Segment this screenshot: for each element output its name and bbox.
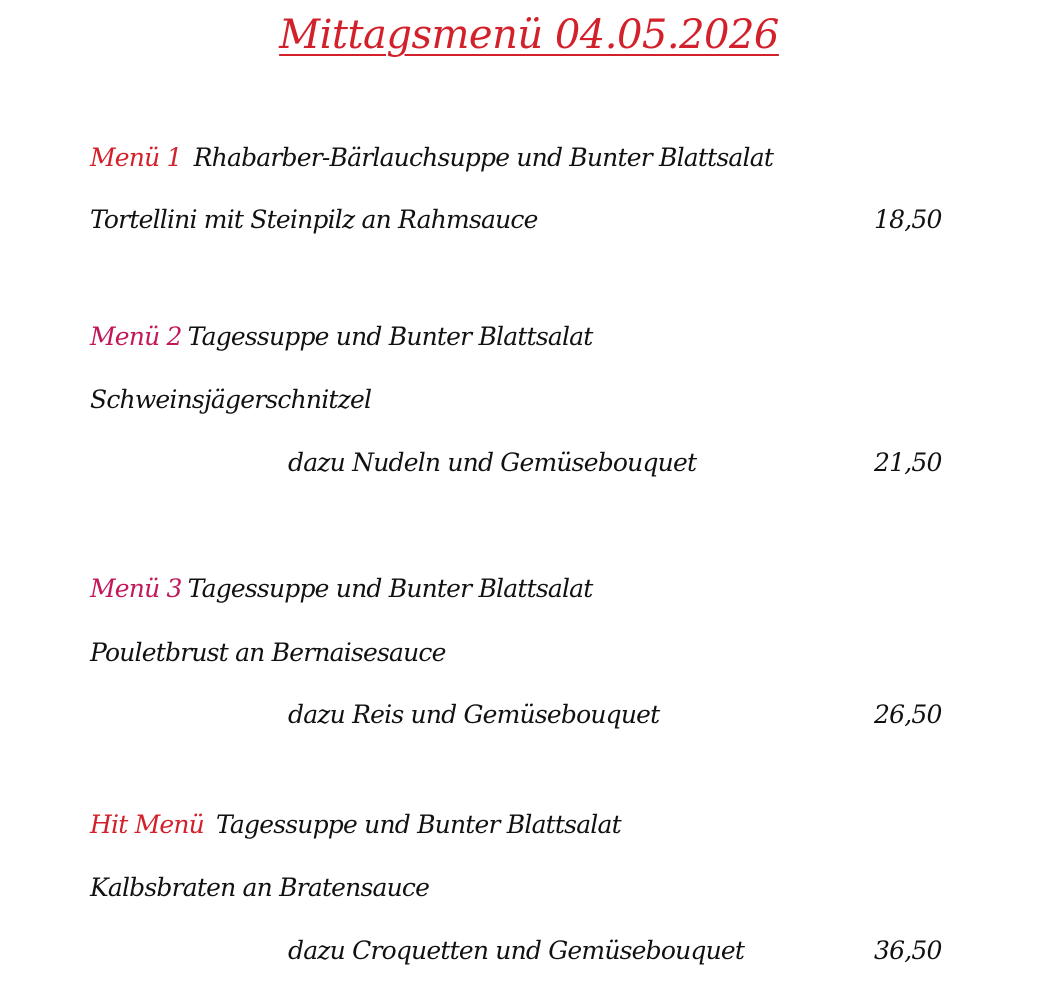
menu-1-starter-line (90, 143, 773, 173)
menu-2-label: Menü 2 (90, 322, 182, 351)
hit-menu-main: Kalbsbraten an Bratensauce (90, 873, 430, 902)
menu-1-starter: Rhabarber-Bärlauchsuppe und Bunter Blattsalat (193, 143, 774, 172)
menu-title: Mittagsmenü 04.05.2026 (279, 12, 779, 58)
menu-2-starter: Tagessuppe und Bunter Blattsalat (187, 322, 593, 351)
hit-menu-price: 36,50 (874, 936, 942, 965)
menu-3-starter: Tagessuppe und Bunter Blattsalat (187, 574, 593, 603)
menu-2-main: Schweinsjägerschnitzel (90, 385, 372, 414)
menu-3-side: dazu Reis und Gemüsebouquet (288, 700, 660, 729)
hit-menu-starter-line (90, 810, 621, 840)
menu-2-side: dazu Nudeln und Gemüsebouquet (288, 448, 697, 477)
menu-1-label: Menü 1 (90, 143, 182, 172)
menu-3-starter-line (90, 574, 593, 604)
hit-menu-side: dazu Croquetten und Gemüsebouquet (288, 936, 745, 965)
hit-menu-starter: Tagessuppe und Bunter Blattsalat (216, 810, 621, 839)
menu-1-main: Tortellini mit Steinpilz an Rahmsauce (90, 205, 538, 234)
hit-menu-label: Hit Menü (90, 810, 204, 839)
menu-2-price: 21,50 (874, 448, 942, 477)
menu-3-label: Menü 3 (90, 574, 182, 603)
menu-3-price: 26,50 (874, 700, 942, 729)
menu-2-starter-line (90, 322, 593, 352)
menu-3-main: Pouletbrust an Bernaisesauce (90, 638, 446, 667)
menu-1-price: 18,50 (874, 205, 942, 234)
